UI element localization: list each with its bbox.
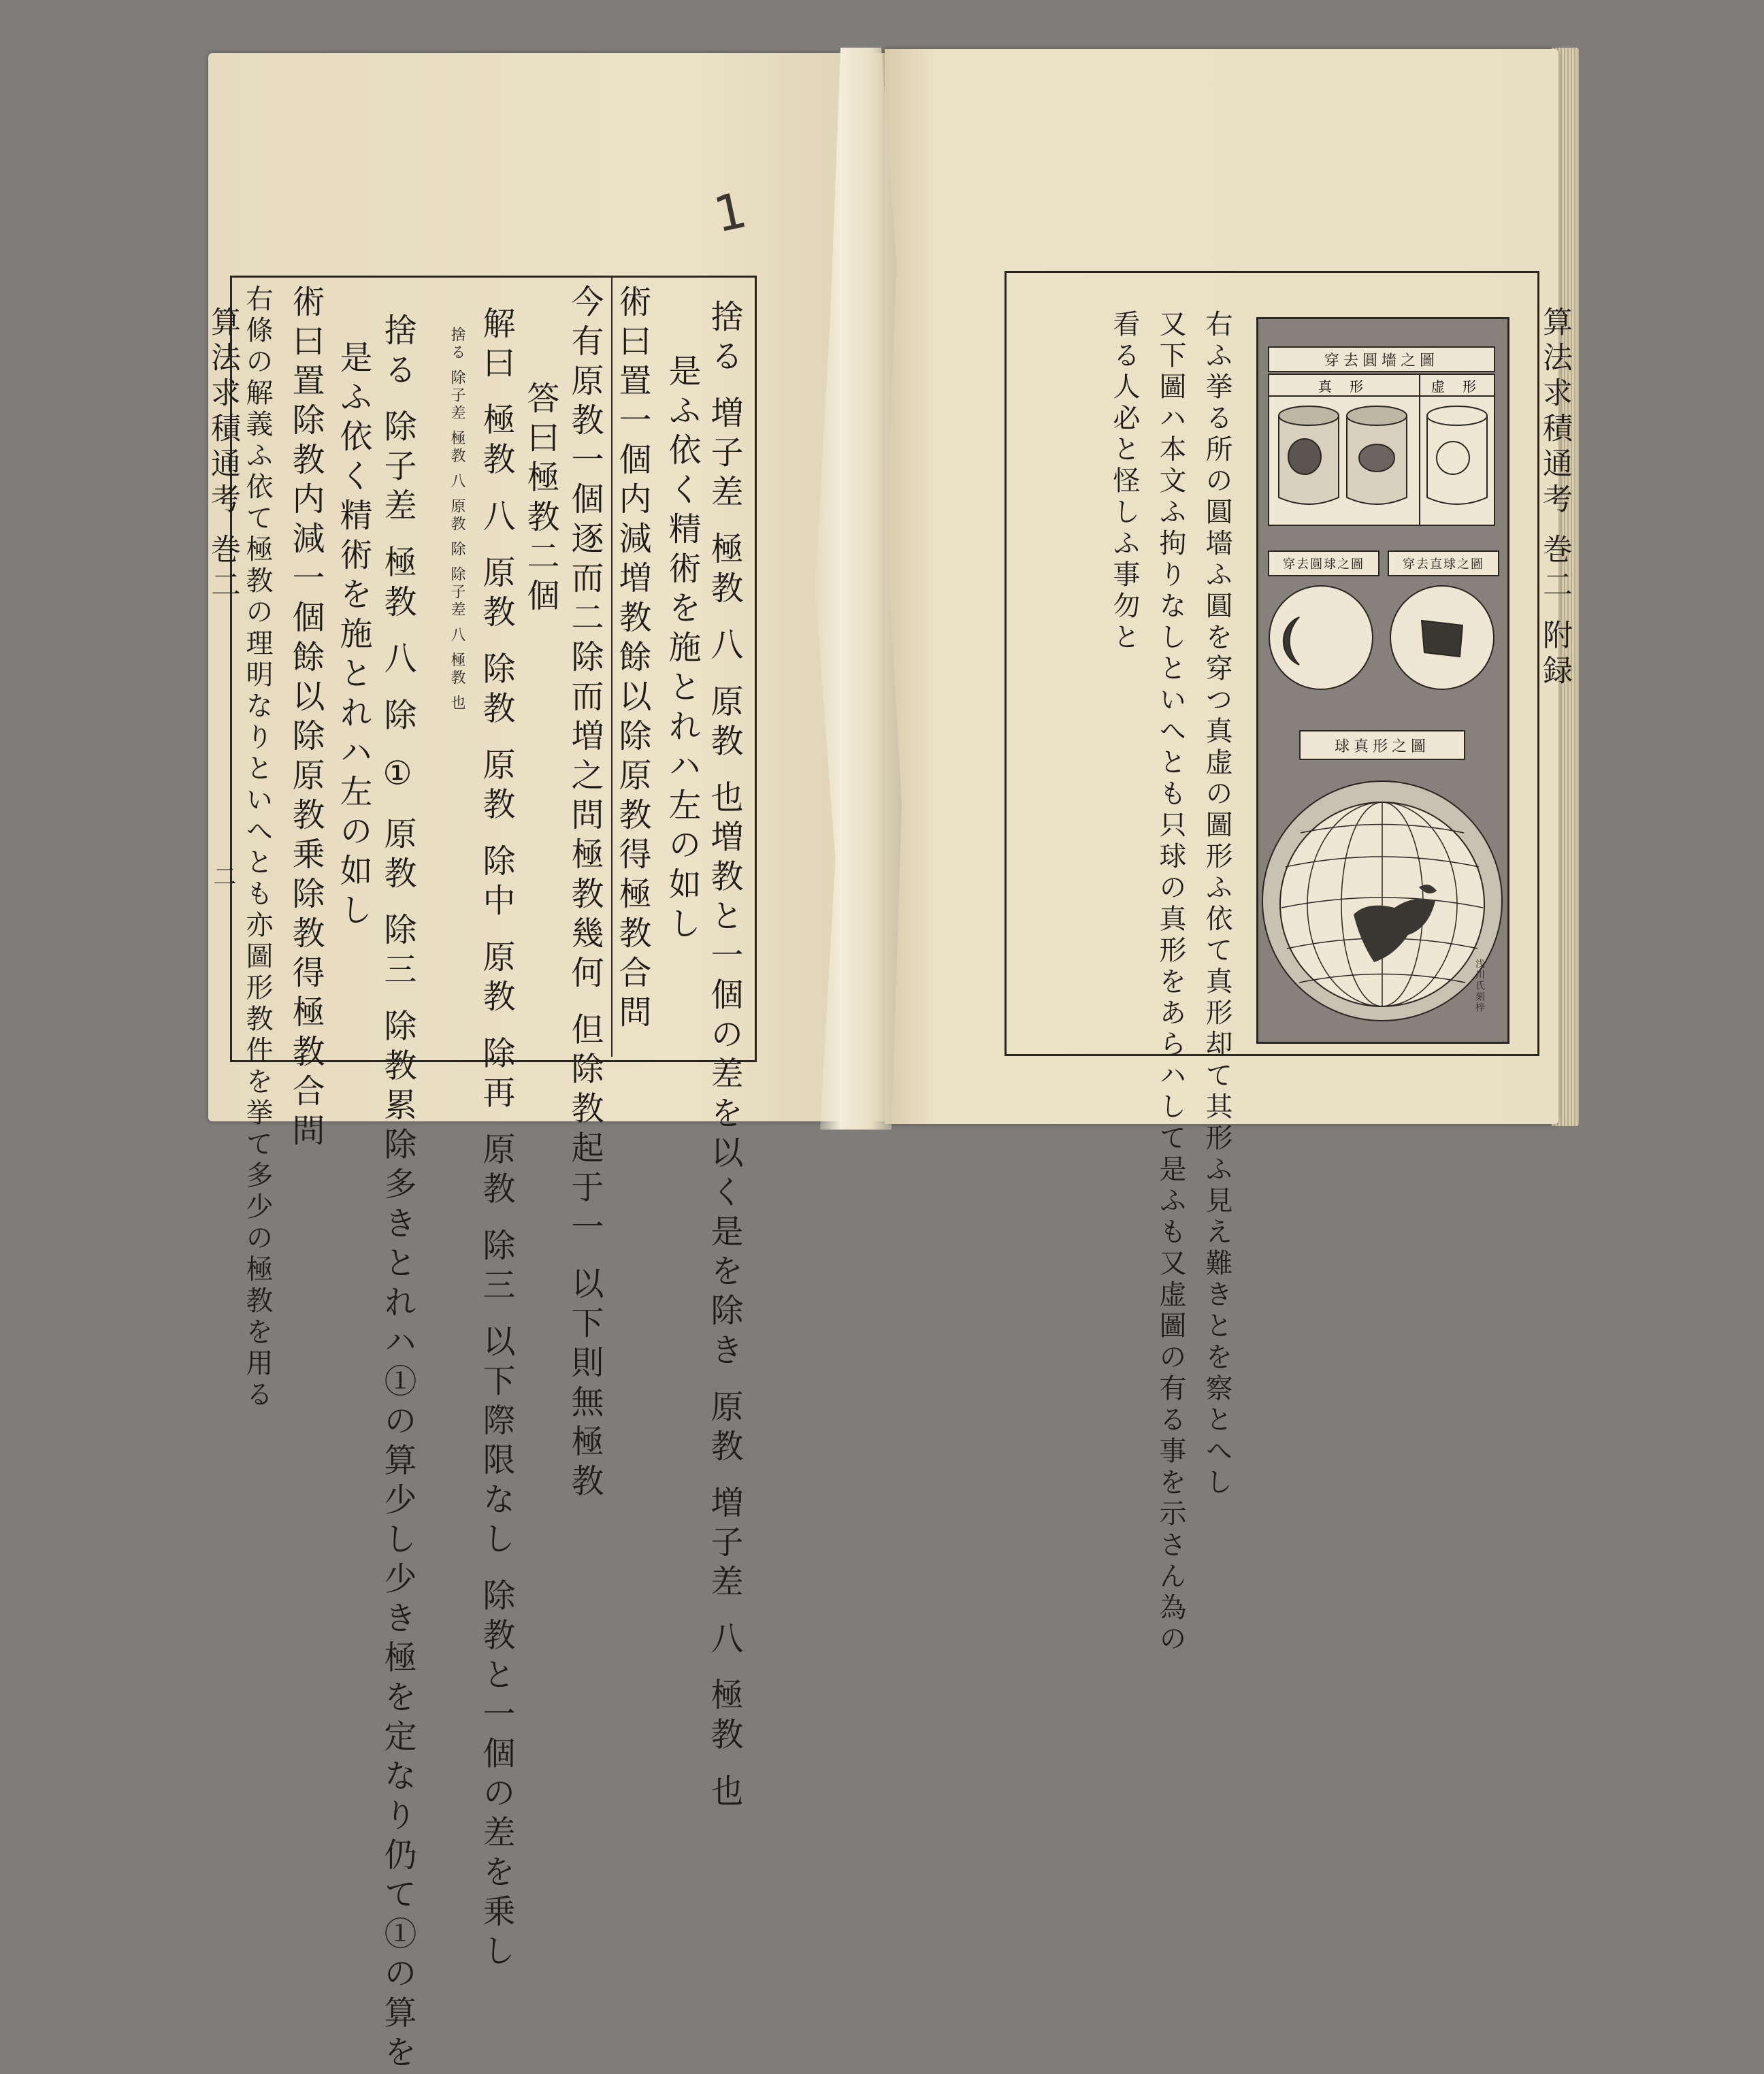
left-col-9: 是ふ依く精術を施とれハ左の如し xyxy=(334,340,372,932)
plate-title-cylinders: 穿去圓墻之圖 xyxy=(1268,346,1495,372)
true-form-label: 真 形 xyxy=(1269,375,1420,397)
void-form-label: 虚 形 xyxy=(1420,375,1494,397)
left-col-7: 捨る 除子差 極教 八 原教 除 除子差 八 極教 也 xyxy=(448,327,466,712)
right-col-2: 又下圖ハ本文ふ拘りなしといへとも只球の真形をあらハして是ふも又虚圖の有る事を示さん為の xyxy=(1155,310,1186,1656)
cylinders-drawing xyxy=(1269,395,1494,525)
column-divider xyxy=(611,278,612,1057)
cylinder-panel xyxy=(1268,374,1495,526)
globe-drawing xyxy=(1258,772,1507,1030)
plate-label-sphere-round: 穿去圓球之圖 xyxy=(1268,550,1379,576)
left-col-10: 術曰置除教内減一個餘以除原教乗除教得極教合問 xyxy=(287,284,325,1153)
right-margin-title: 算法求積通考 巻二 附録 xyxy=(1537,306,1572,690)
illustration-plate xyxy=(1256,317,1509,1044)
right-col-3: 看る人必と怪しふ事勿と xyxy=(1109,310,1140,654)
plate-label-globe: 球真形之圖 xyxy=(1299,730,1465,760)
left-col-5: 答曰極教二個 xyxy=(521,381,559,618)
left-col-2: 是ふ依く精術を施とれハ左の如し xyxy=(663,354,701,946)
cut-spheres-drawing xyxy=(1258,583,1507,699)
left-col-11: 右條の解義ふ依て極教の理明なりといへとも亦圖形教件を挙て多少の極教を用る xyxy=(242,284,273,1411)
left-col-8: 捨る 除子差 極教 八 除 ① 原教 除三 除教累除多きとれハ①の算少し少き極を定なり仍て①の算を xyxy=(378,313,416,2074)
left-col-6: 解曰 極教 八 原教 除教 原教 除中 原教 除再 原教 除三 以下際限なし 除教と一個の差を乗し xyxy=(477,306,515,1973)
engraver-note: 浅川氏刻梓 xyxy=(1474,959,1485,1013)
left-col-3: 術曰置一個内減増教餘以除原教得極教合問 xyxy=(613,284,651,1034)
handwritten-mark: 1 xyxy=(708,181,752,244)
left-folio: 二 xyxy=(209,864,236,887)
left-col-4: 今有原教一個逐而二除而増之問極教幾何 但除教起于一 以下則無極教 xyxy=(566,284,604,1503)
right-col-1: 右ふ挙る所の圓墻ふ圓を穿つ真虚の圖形ふ依て真形却て其形ふ見え難きとを察とへし xyxy=(1201,310,1232,1499)
left-col-1: 捨る 増子差 極教 八 原教 也増教と一個の差を以く是を除き 原教 増子差 八 極教 也 xyxy=(705,299,743,1813)
plate-label-sphere-square: 穿去直球之圖 xyxy=(1388,550,1499,576)
left-margin-title: 算法求積通考 巻二 xyxy=(206,306,240,604)
